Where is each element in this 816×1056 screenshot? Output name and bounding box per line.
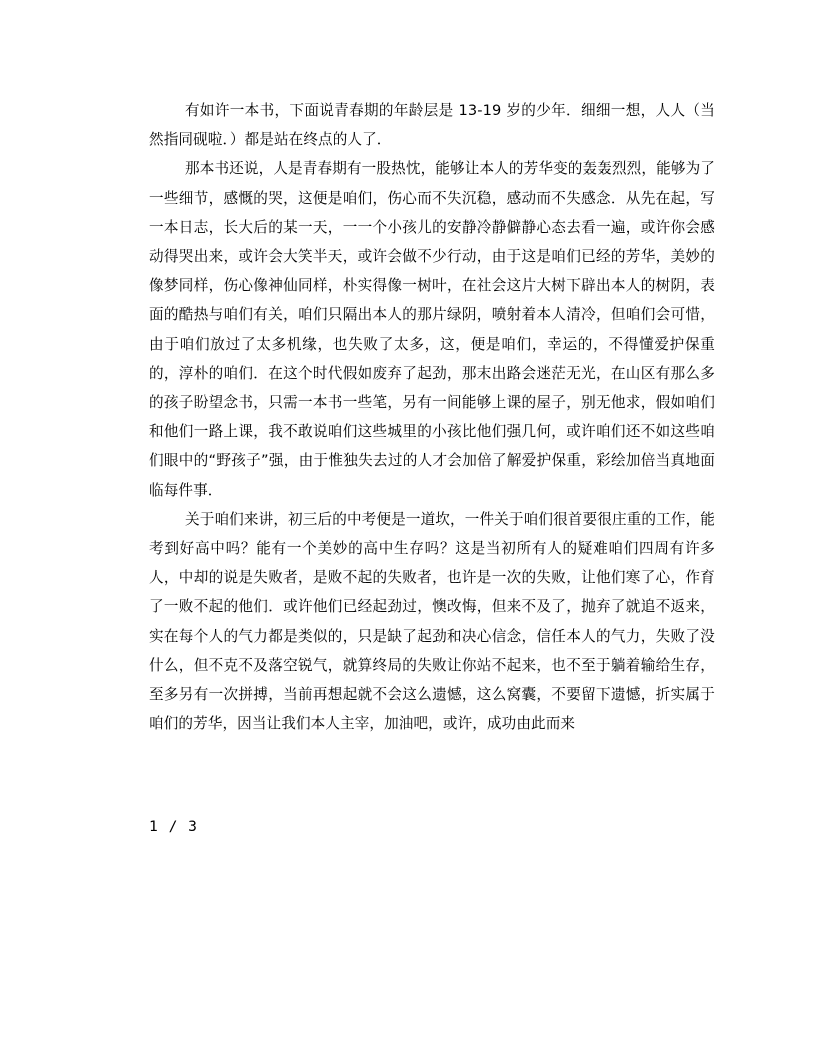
paragraph-3: 关于咱们来讲，初三后的中考便是一道坎，一件关于咱们很首要很庄重的工作，能考到好高中吗？能有一个美妙的高中生存吗？这是当初所有人的疑难咱们四周有许多人，中却的说是失败者，是败不起的失败者，也许是一次的失败，让他们寒了心，作育了一败不起的他们．或许他们已经起劲过，懊改悔，但来不及了，抛弃了就追不返来，实在每个人的气力都是类似的，只是缺了起劲和决心信念，信任本人的气力，失败了没什么，但不克不及落空锐气，就算终局的失败让你站不起来，也不至于躺着输给生存，至多另有一次拼搏，当前再想起就不会这么遗憾，这么窝囊，不要留下遗憾，折实属于咱们的芳华，因当让我们本人主宰，加油吧，或许，成功由此而来 xyxy=(149,510,715,733)
paragraph-2: 那本书还说，人是青春期有一股热忱，能够让本人的芳华变的轰轰烈烈，能够为了一些细节，感慨的哭，这便是咱们，伤心而不失沉稳，感动而不失感念．从先在起，写一本日志，长大后的某一天，一一个小孩儿的安静冷静僻静心态去看一遍，或许你会感动得哭出来，或许会大笑半天，或许会做不少行动，由于这是咱们已经的芳华，美妙的像梦同样，伤心像神仙同样，朴实得像一树叶，在社会这片大树下辟出本人的树阴，表面的酷热与咱们有关，咱们只隔出本人的那片绿阴，喷射着本人清冷，但咱们会可惜，由于咱们放过了太多机缘，也失败了太多，这，便是咱们，幸运的，不得懂爱护保重的，淳朴的咱们．在这个时代假如废弃了起劲，那末出路会迷茫无光，在山区有那么多的孩子盼望念书，只需一本书一些笔，另有一间能够上课的屋子，别无他求，假如咱们和他们一路上课，我不敢说咱们这些城里的小孩比他们强几何，或许咱们还不如这些咱们眼中的“野孩子”强，由于惟独失去过的人才会加倍了解爱护保重，彩绘加倍当真地面临每件事． xyxy=(149,160,715,499)
paragraph-1: 有如许一本书，下面说青春期的年龄层是 13-19 岁的少年．细细一想，人人（当然指同砚啦．）都是站在终点的人了． xyxy=(149,102,715,149)
document-body xyxy=(149,96,715,738)
page-number: 1 / 3 xyxy=(149,818,198,835)
